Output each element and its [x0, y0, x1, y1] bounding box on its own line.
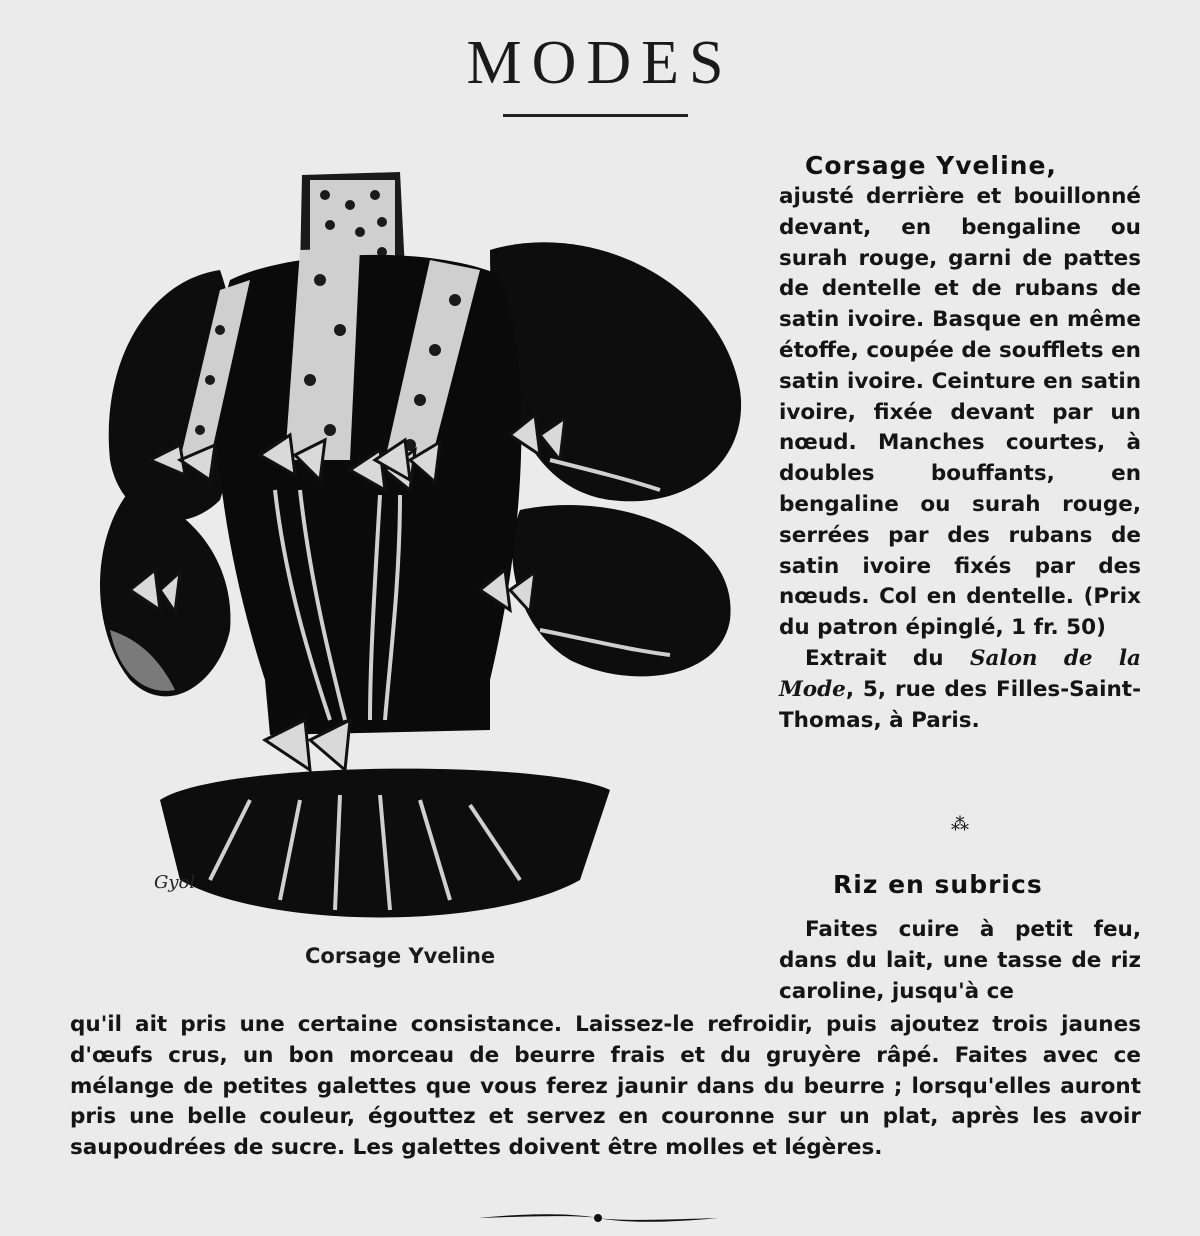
recipe-column	[779, 915, 1141, 1007]
source-suffix: , 5, rue des Filles-Saint-Thomas, à Paris.	[779, 676, 1141, 733]
page-title: MODES	[466, 29, 734, 97]
article-corsage	[779, 150, 1141, 736]
artist-signature: Gyol	[154, 872, 196, 893]
title-rule	[503, 114, 688, 117]
recipe-heading: Riz en subrics	[833, 870, 1043, 899]
source-prefix: Extrait du	[805, 645, 944, 671]
article-heading: Corsage Yveline,	[805, 151, 1057, 180]
article-source	[779, 644, 1141, 736]
figure-caption: Corsage Yveline	[305, 944, 496, 968]
recipe-body-start: Faites cuire à petit feu, dans du lait, une tasse de riz caroline, jusqu'à ce	[779, 917, 1141, 1004]
separator-stars: ⁂	[951, 814, 973, 835]
bottom-ornament	[478, 1210, 718, 1226]
article-body: ajusté derrière et bouillonné devant, en bengaline ou surah rouge, garni de pattes de dentelle et de rubans de satin ivoire. Basque en même étoffe, coupée de soufflets en satin ivoire. Ceinture en satin ivoire, fixée devant par un nœud. Manches courtes, à doubles bouffants, en bengaline ou surah rouge, serrées par des rubans de satin ivoire fixés par des nœuds. Col en dentelle. (Prix du patron épinglé, 1 fr. 50)	[779, 184, 1141, 641]
right-sleeve-upper	[490, 242, 741, 501]
recipe-full-width	[70, 1010, 1141, 1164]
recipe-body-end: qu'il ait pris une certaine consistance. Laissez-le refroidir, puis ajoutez trois jaunes d'œufs crus, un bon morceau de beurre frais et du gruyère râpé. Faites avec ce mélange de petites galettes que vous ferez jaunir dans du beurre ; lorsqu'elles auront pris une belle couleur, égouttez et servez en couronne sur un plat, après les avoir saupoudrées de sucre. Les galettes doivent être molles et légères.	[70, 1012, 1141, 1161]
source-title: Salon de la Mode	[779, 645, 1141, 702]
bodice	[216, 255, 522, 735]
right-sleeve-lower	[512, 505, 730, 676]
corsage-illustration	[70, 160, 770, 940]
